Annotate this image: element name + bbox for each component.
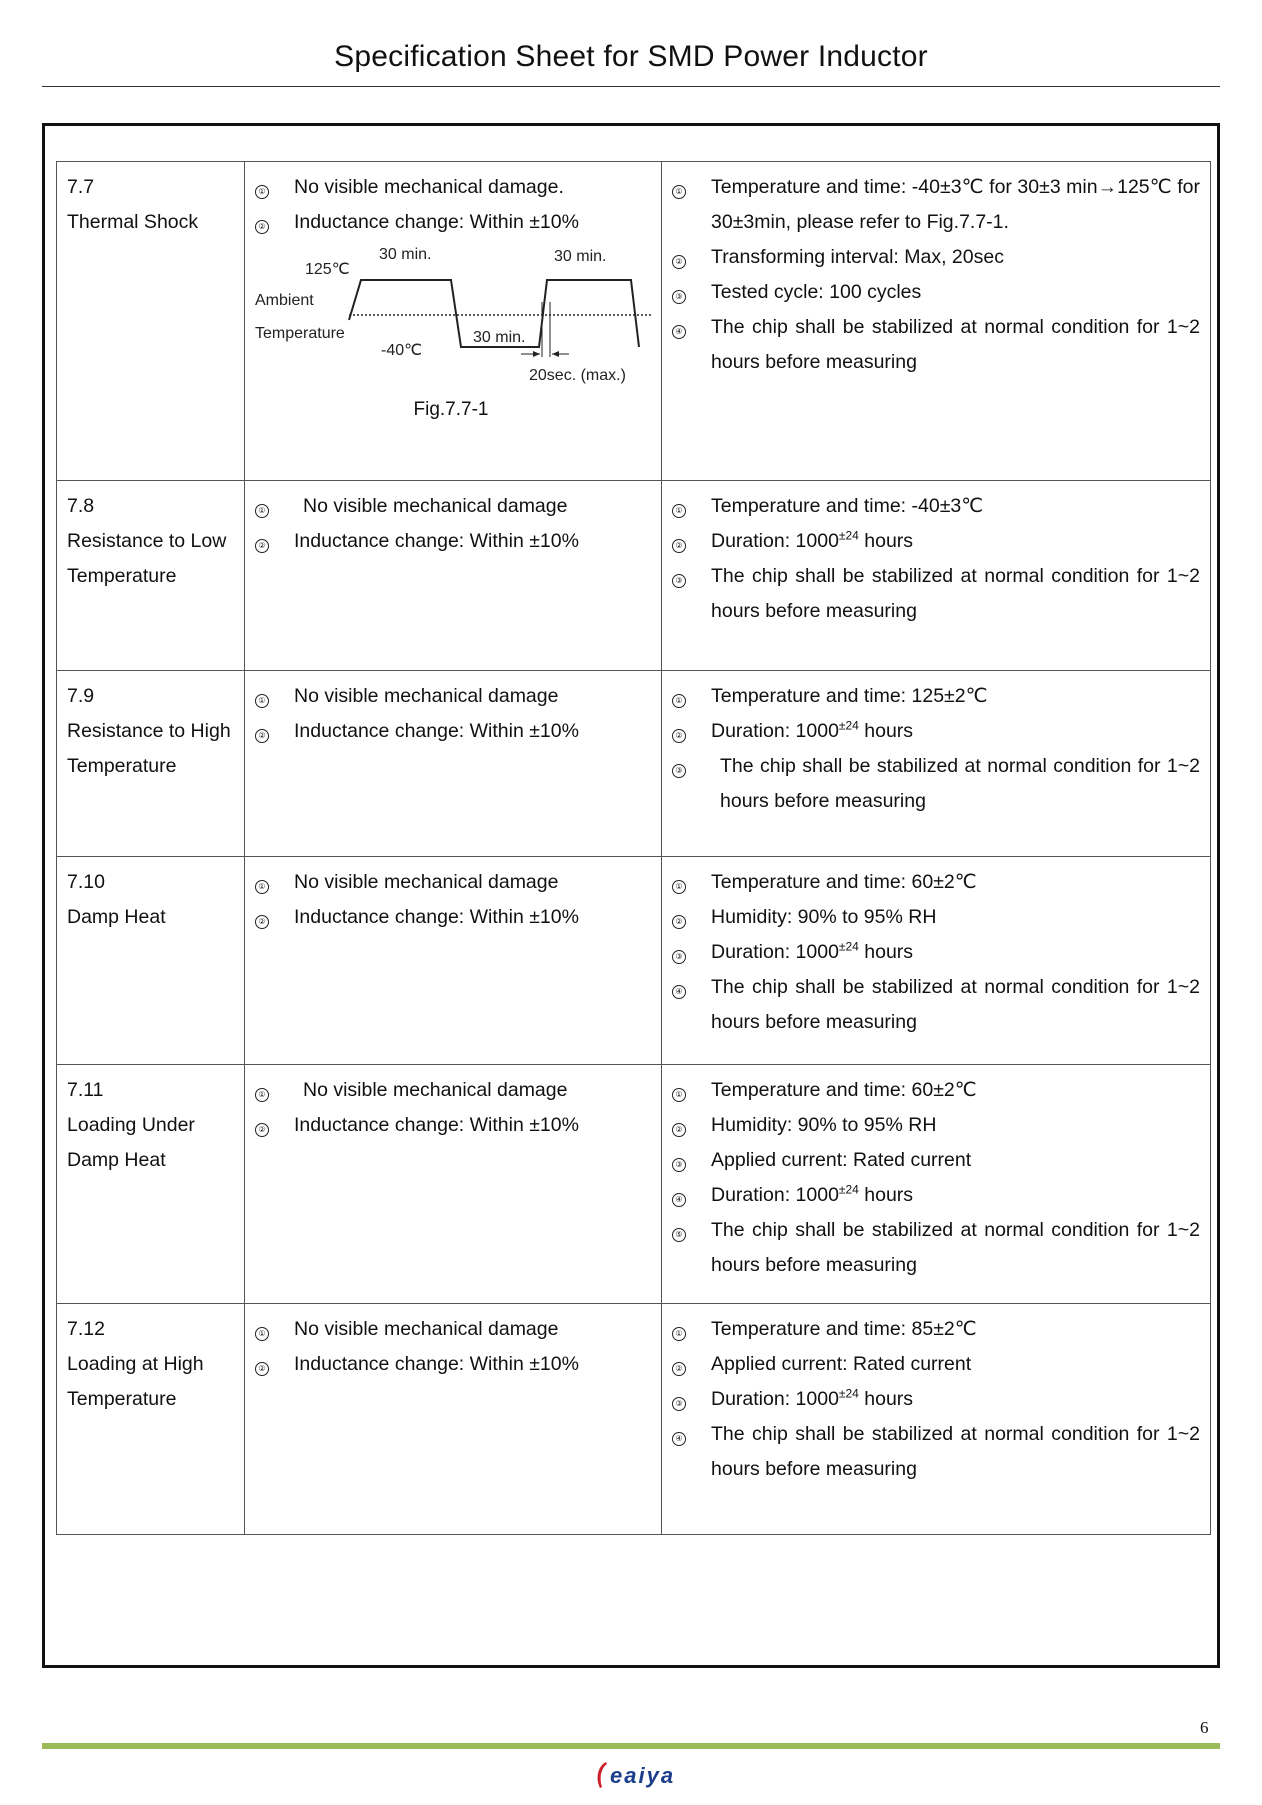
marker-2: ② [255,220,269,234]
criteria-cell [245,162,662,481]
list-item: ⑤ The chip shall be stabilized at normal condition for 1~2 hours before measuring [672,1213,1200,1283]
item-cell [57,481,245,671]
label-30min-b: 30 min. [554,248,607,265]
label-temperature: Temperature [255,325,345,342]
list-item: ① Temperature and time: 85±2℃ [672,1312,1200,1347]
label-125c: 125℃ [305,261,350,278]
list-item: ② Applied current: Rated current [672,1347,1200,1382]
label-ambient: Ambient [255,292,314,309]
list-item: ② Inductance change: Within ±10% [255,205,651,240]
criteria-cell [245,1304,662,1535]
item-name: Loading Under [67,1114,195,1136]
table-row [57,162,1211,481]
list-item: ② Duration: $1000^{\pm 24}$ hours [672,714,1200,749]
item-number: 7.11 [67,1079,104,1101]
criteria-cell [245,671,662,857]
item-number: 7.12 [67,1318,105,1340]
conditions-cell [662,1304,1211,1535]
item-cell [57,1304,245,1535]
list-item: ① No visible mechanical damage [255,489,651,524]
item-name: Damp Heat [67,906,166,928]
list-item: ② Inductance change: Within ±10% [255,900,651,935]
item-name: Resistance to Low [67,530,227,552]
page-number: 6 [1200,1718,1209,1737]
thermal-shock-profile [251,242,651,392]
page-title: Specification Sheet for SMD Power Inductor [334,40,928,73]
spec-table [56,161,1211,1535]
list-item: ① Temperature and time: -40±3℃ [672,489,1200,524]
item-cell [57,857,245,1065]
table-row [57,1065,1211,1304]
footer-rule [42,1743,1220,1749]
table-row [57,481,1211,671]
item-name: Thermal Shock [67,211,199,233]
list-item: ③ The chip shall be stabilized at normal condition for 1~2 hours before measuring [672,559,1200,629]
list-item: ① No visible mechanical damage. [255,170,651,205]
item-cell [57,1065,245,1304]
criteria-cell [245,481,662,671]
list-item: ④ The chip shall be stabilized at normal condition for 1~2 hours before measuring [672,970,1200,1040]
company-logo [592,1756,682,1792]
list-item: ③ Duration: $1000^{\pm 24}$ hours [672,1382,1200,1417]
label-minus40: -40℃ [381,342,423,359]
conditions-cell [662,481,1211,671]
conditions-cell [662,162,1211,481]
list-item: ① Temperature and time: 125±2℃ [672,679,1200,714]
item-number: 7.7 [67,176,95,198]
criteria-cell [245,857,662,1065]
table-row [57,671,1211,857]
list-item: ① No visible mechanical damage [255,1073,651,1108]
item-cell [57,671,245,857]
list-item: ① Temperature and time: -40±3℃ for 30±3 min→125℃ for 30±3min, please refer to Fig.7.7-1. [672,170,1200,240]
label-20sec: 20sec. (max.) [529,367,626,384]
list-item: ② Transforming interval: Max, 20sec [672,240,1200,275]
list-item: ② Inductance change: Within ±10% [255,524,651,559]
item-name: Resistance to High [67,720,231,742]
list-item: ② Duration: $1000^{\pm 24}$ hours [672,524,1200,559]
item-name: Temperature [67,565,177,587]
item-number: 7.8 [67,495,95,517]
conditions-cell [662,1065,1211,1304]
label-30min-c: 30 min. [473,329,526,346]
label-30min-a: 30 min. [379,246,432,263]
list-item: ① Temperature and time: 60±2℃ [672,1073,1200,1108]
marker-1: ① [255,185,269,199]
list-item: ② Inductance change: Within ±10% [255,1347,651,1382]
list-item: ① No visible mechanical damage [255,679,651,714]
list-item: ③ The chip shall be stabilized at normal condition for 1~2 hours before measuring [672,749,1200,819]
list-item: ② Inductance change: Within ±10% [255,714,651,749]
conditions-cell [662,671,1211,857]
list-item: ① No visible mechanical damage [255,865,651,900]
item-cell [57,162,245,481]
criteria-cell [245,1065,662,1304]
list-item: ① No visible mechanical damage [255,1312,651,1347]
conditions-cell [662,857,1211,1065]
item-number: 7.9 [67,685,95,707]
item-name: Damp Heat [67,1149,166,1171]
list-item: ④ The chip shall be stabilized at normal condition for 1~2 hours before measuring [672,1417,1200,1487]
item-number: 7.10 [67,871,105,893]
list-item: ① Temperature and time: 60±2℃ [672,865,1200,900]
logo-text: eaiya [610,1763,676,1788]
list-item: ③ Applied current: Rated current [672,1143,1200,1178]
item-name: Temperature [67,1388,177,1410]
list-item: ② Humidity: 90% to 95% RH [672,1108,1200,1143]
list-item: ③ Tested cycle: 100 cycles [672,275,1200,310]
list-item: ④ The chip shall be stabilized at normal condition for 1~2 hours before measuring [672,310,1200,380]
table-row [57,1304,1211,1535]
figure-caption: Fig.7.7-1 [413,399,489,420]
list-item: ② Inductance change: Within ±10% [255,1108,651,1143]
thermal-shock-figure [251,242,651,432]
list-item: ② Humidity: 90% to 95% RH [672,900,1200,935]
item-name: Loading at High [67,1353,204,1375]
list-item: ③ Duration: $1000^{\pm 24}$ hours [672,935,1200,970]
title-rule [42,86,1220,87]
list-item: ④ Duration: $1000^{\pm 24}$ hours [672,1178,1200,1213]
table-row [57,857,1211,1065]
item-name: Temperature [67,755,177,777]
